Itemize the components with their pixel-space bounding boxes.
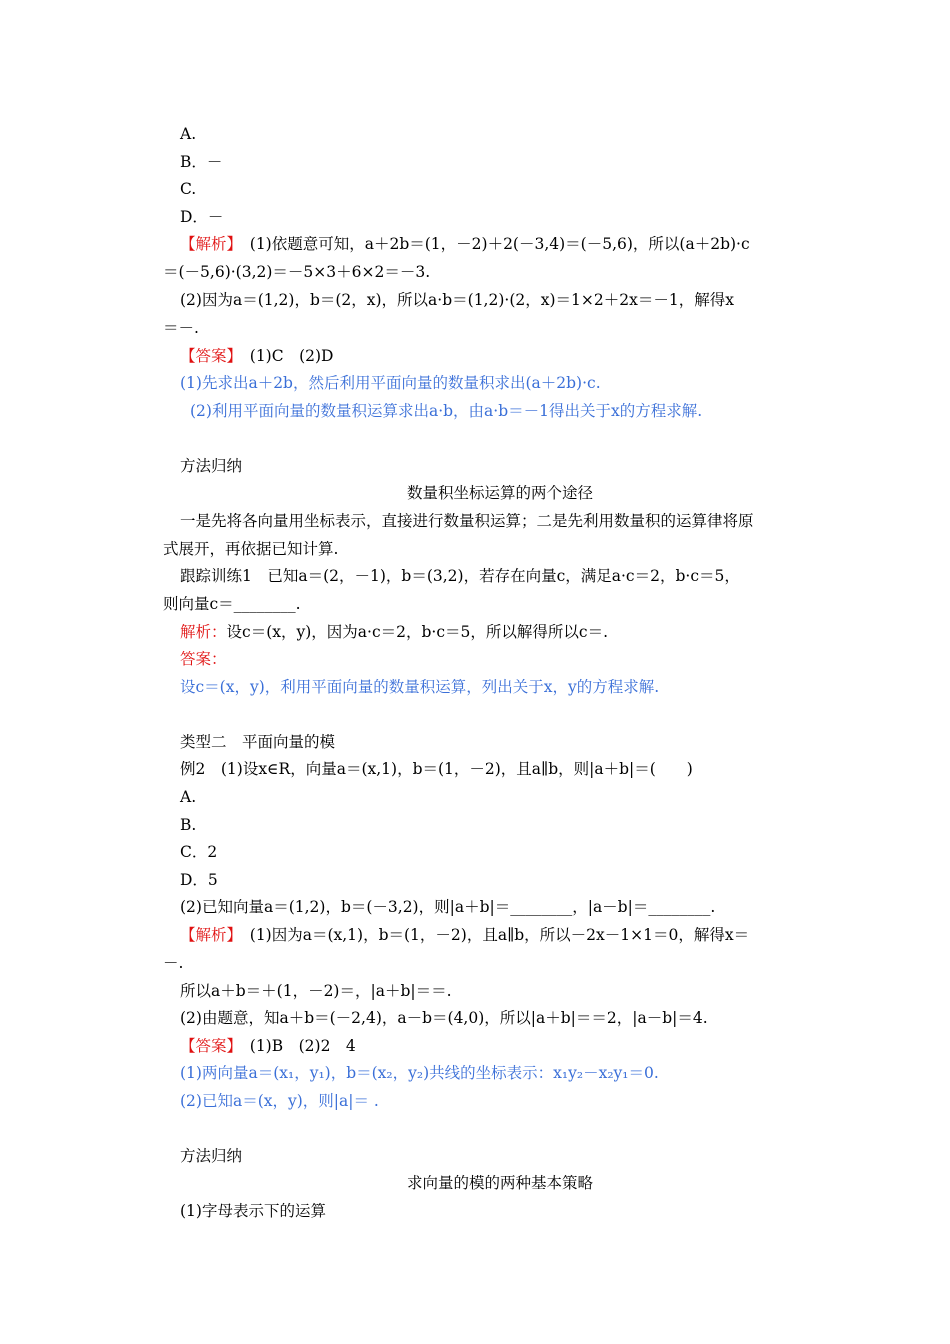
answer-line — [180, 346, 333, 366]
exercise-analysis-text: 设c＝(x，y)，因为a·c＝2，b·c＝5，所以解得所以c＝. — [226, 623, 609, 641]
answer-text: (1)C (2)D — [234, 347, 334, 365]
example-line: 例2 (1)设x∈R，向量a＝(x,1)，b＝(1，－2)，且a∥b，则|a＋b|＝( ) — [180, 760, 693, 778]
analysis-text: (1)依题意可知，a＋2b＝(1，－2)＋2(－3,4)＝(－5,6)，所以(a＋2b)·c — [234, 235, 750, 253]
example-option-a: A. — [180, 788, 197, 806]
analysis-tag: 【解析】 — [180, 235, 235, 253]
method-text-continuation: 式展开，再依据已知计算. — [163, 540, 339, 558]
example-analysis-text: (1)因为a＝(x,1)，b＝(1，－2)，且a∥b，所以－2x－1×1＝0，解得x＝ — [234, 926, 750, 944]
answer-tag: 【答案】 — [180, 347, 235, 365]
exercise-answer-tag: 答案： — [180, 650, 227, 668]
example-analysis-continuation: －. — [163, 954, 184, 972]
option-d: D．－ — [180, 208, 224, 226]
exercise-note: 设c＝(x，y)，利用平面向量的数量积运算，列出关于x，y的方程求解. — [180, 678, 660, 696]
example-analysis-sum: 所以a＋b＝＋(1，－2)＝，|a＋b|＝＝. — [180, 982, 452, 1000]
method-text: 一是先将各向量用坐标表示，直接进行数量积运算；二是先利用数量积的运算律将原 — [180, 512, 754, 530]
analysis-part2: (2)因为a＝(1,2)，b＝(2，x)，所以a·b＝(1,2)·(2，x)＝1×2＋2x＝－1，解得x — [180, 291, 734, 309]
example-part2: (2)已知向量a＝(1,2)，b＝(－3,2)，则|a＋b|＝________，|a－b|＝________. — [180, 898, 716, 916]
example-answer-text: (1)B (2)2 4 — [234, 1037, 356, 1055]
option-a: A. — [180, 125, 197, 143]
method-title-2: 求向量的模的两种基本策略 — [406, 1174, 593, 1192]
example-note-1: (1)两向量a＝(x₁，y₁)，b＝(x₂，y₂)共线的坐标表示：x₁y₂－x₂y₁＝0. — [180, 1064, 659, 1082]
example-option-d: D．5 — [180, 871, 218, 889]
note-1: (1)先求出a＋2b，然后利用平面向量的数量积求出(a＋2b)·c. — [180, 374, 601, 392]
analysis-line — [180, 234, 750, 254]
example-analysis-part2: (2)由题意，知a＋b＝(－2,4)，a－b＝(4,0)，所以|a＋b|＝＝2，|a－b|＝4. — [180, 1009, 708, 1027]
method-item-1: (1)字母表示下的运算 — [180, 1202, 326, 1220]
analysis-continuation: ＝(－5,6)·(3,2)＝－5×3＋6×2＝－3. — [163, 263, 431, 281]
example-analysis — [180, 925, 749, 945]
example-answer-tag: 【答案】 — [180, 1037, 235, 1055]
exercise-analysis-tag: 解析： — [180, 623, 227, 641]
example-option-c: C．2 — [180, 843, 218, 861]
section-heading-2: 方法归纳 — [180, 1147, 243, 1165]
analysis-part2-continuation: ＝－. — [163, 319, 199, 337]
example-option-b: B. — [180, 816, 197, 834]
example-answer — [180, 1036, 356, 1056]
exercise-line: 跟踪训练1 已知a＝(2，－1)，b＝(3,2)，若存在向量c，满足a·c＝2，b·c＝5， — [180, 567, 740, 585]
option-c: C. — [180, 180, 197, 198]
exercise-continuation: 则向量c＝________. — [163, 595, 301, 613]
section-heading: 方法归纳 — [180, 457, 243, 475]
type-heading: 类型二 平面向量的模 — [180, 733, 336, 751]
option-b: B．－ — [180, 153, 223, 171]
exercise-analysis — [180, 622, 608, 642]
note-2: (2)利用平面向量的数量积运算求出a·b，由a·b＝－1得出关于x的方程求解. — [190, 402, 703, 420]
example-analysis-tag: 【解析】 — [180, 926, 235, 944]
method-title: 数量积坐标运算的两个途径 — [406, 484, 593, 502]
example-note-2: (2)已知a＝(x，y)，则|a|＝ . — [180, 1092, 379, 1110]
